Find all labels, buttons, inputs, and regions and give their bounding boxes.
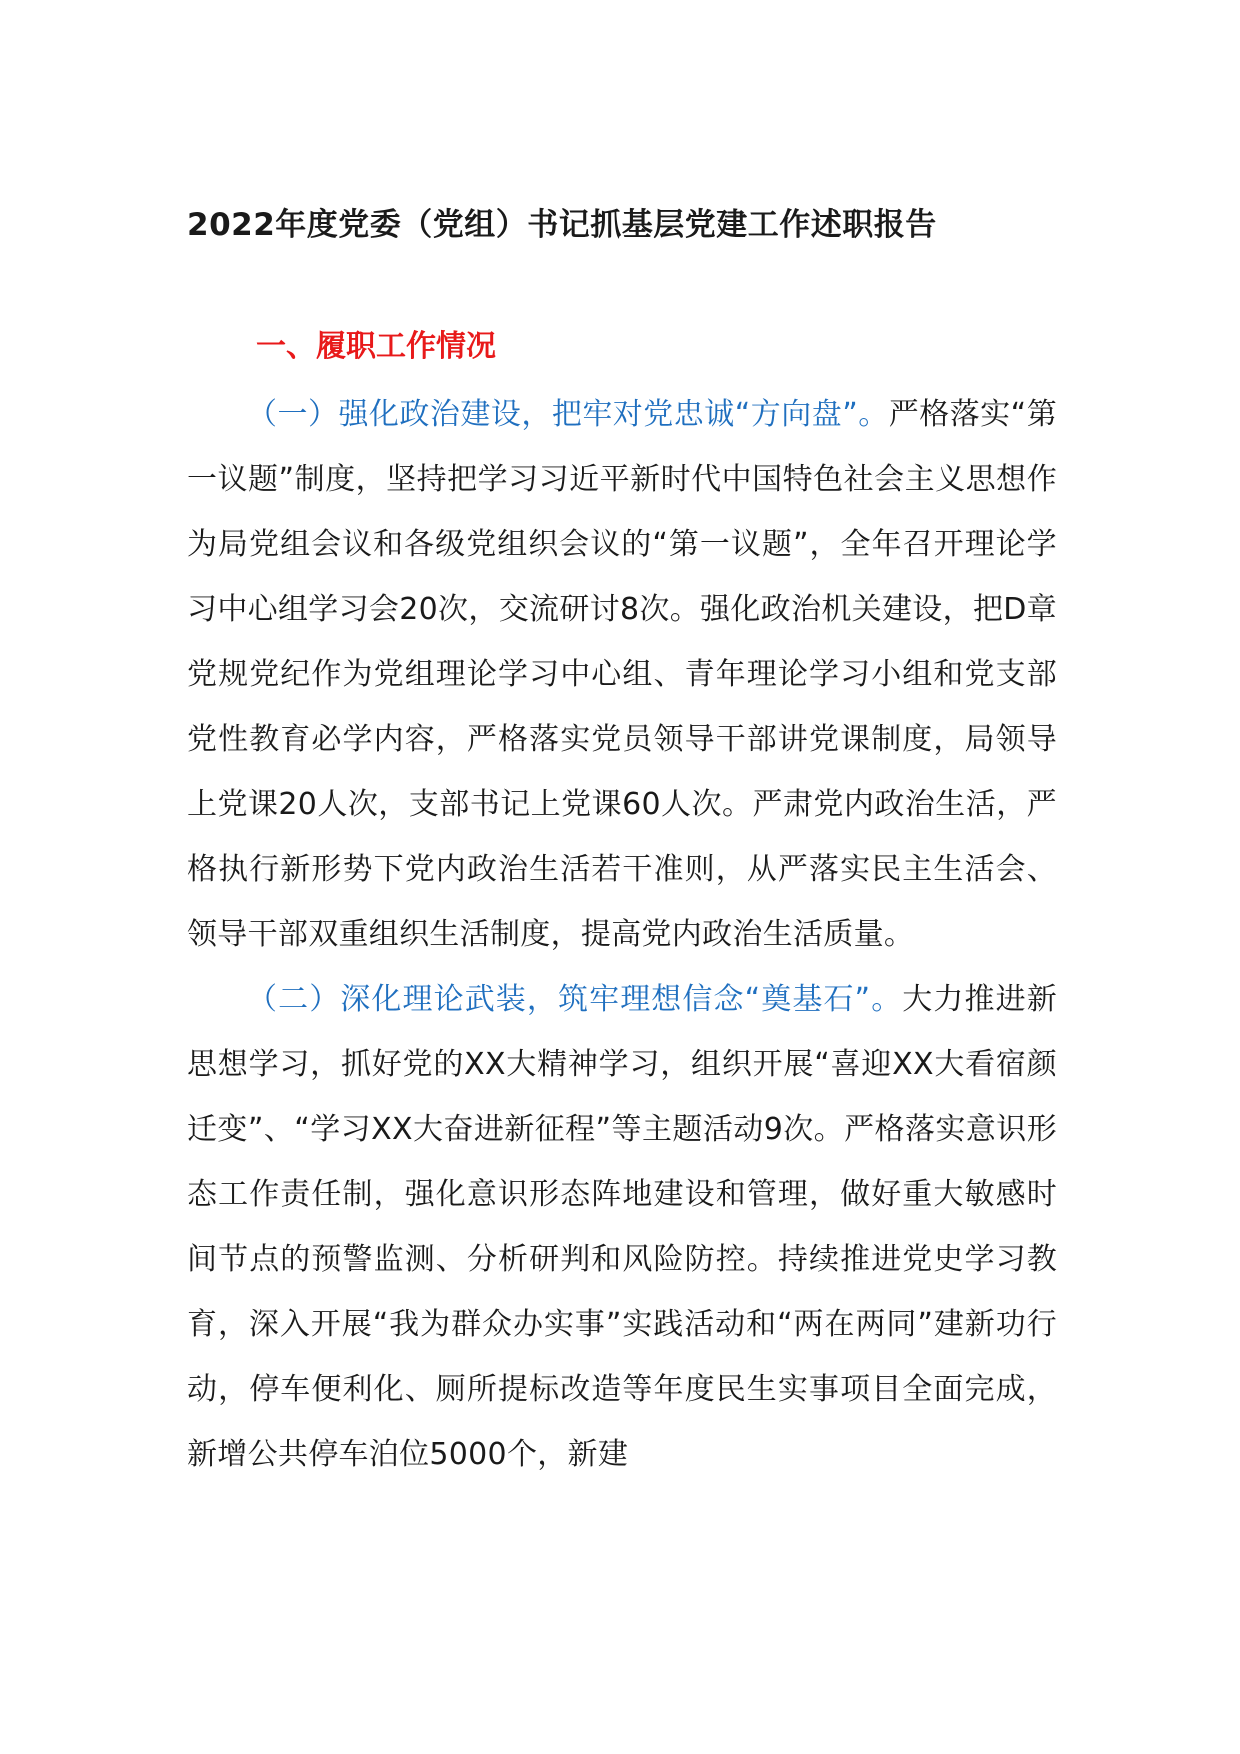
paragraph-1-heading: （一）强化政治建设，把牢对党忠诚“方向盘”。	[247, 397, 889, 432]
paragraph-2	[187, 967, 1057, 1487]
paragraph-1	[187, 382, 1057, 967]
document-title: 2022年度党委（党组）书记抓基层党建工作述职报告	[187, 207, 937, 243]
paragraph-2-body: 大力推进新思想学习，抓好党的XX大精神学习，组织开展“喜迎XX大看宿颜迁变”、“学习XX大奋进新征程”等主题活动9次。严格落实意识形态工作责任制，强化意识形态阵地建设和管理，做好重大敏感时间节点的预警监测、分析研判和风险防控。持续推进党史学习教育，深入开展“我为群众办实事”实践活动和“两在两同”建新功行动，停车便利化、厕所提标改造等年度民生实事项目全面完成，新增公共停车泊位5000个，新建	[187, 982, 1057, 1472]
document-body	[187, 382, 1057, 1487]
paragraph-2-heading: （二）深化理论武装，筑牢理想信念“奠基石”。	[247, 982, 903, 1017]
section-heading: 一、履职工作情况	[256, 329, 496, 364]
paragraph-1-body: 严格落实“第一议题”制度，坚持把学习习近平新时代中国特色社会主义思想作为局党组会议和各级党组织会议的“第一议题”，全年召开理论学习中心组学习会20次，交流研讨8次。强化政治机关建设，把D章党规党纪作为党组理论学习中心组、青年理论学习小组和党支部党性教育必学内容，严格落实党员领导干部讲党课制度，局领导上党课20人次，支部书记上党课60人次。严肃党内政治生活，严格执行新形势下党内政治生活若干准则，从严落实民主生活会、领导干部双重组织生活制度，提高党内政治生活质量。	[187, 397, 1057, 952]
